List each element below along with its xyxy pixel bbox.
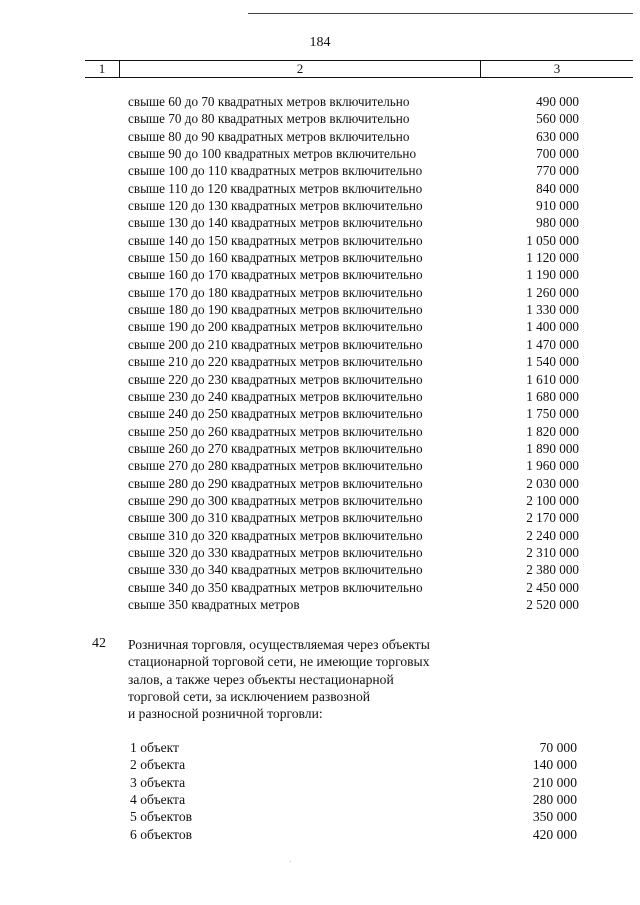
item-description [128,636,430,722]
table-row [0,493,640,510]
row-value: 840 000 [536,180,579,196]
table-row [0,562,640,579]
table-row [0,597,640,614]
object-value: 350 000 [532,809,577,825]
list-item [0,809,640,826]
table-row [0,458,640,475]
row-value: 1 470 000 [526,336,579,352]
table-row [0,319,640,336]
row-value: 1 960 000 [526,458,579,474]
column-header-3: 3 [553,61,561,76]
row-value: 2 240 000 [526,527,579,543]
table-row [0,163,640,180]
row-value: 2 380 000 [526,562,579,578]
table-row [0,215,640,232]
row-description: свыше 260 до 270 квадратных метров включительно [128,440,423,456]
item-number: 42 [92,636,106,651]
row-description: свыше 230 до 240 квадратных метров включительно [128,388,423,404]
row-value: 910 000 [536,198,579,214]
row-description: свыше 310 до 320 квадратных метров включительно [128,527,423,543]
table-row [0,389,640,406]
row-description: свыше 70 до 80 квадратных метров включительно [128,111,410,127]
row-value: 2 030 000 [526,475,579,491]
row-value: 2 520 000 [526,596,579,612]
table-row [0,510,640,527]
row-description: свыше 180 до 190 квадратных метров включительно [128,302,423,318]
row-description: свыше 290 до 300 квадратных метров включительно [128,492,423,508]
row-value: 1 050 000 [526,232,579,248]
table-row [0,528,640,545]
row-description: свыше 80 до 90 квадратных метров включительно [128,128,410,144]
item-description-line: Розничная торговля, осуществляемая через объекты [128,637,430,652]
row-description: свыше 110 до 120 квадратных метров включительно [128,180,423,196]
table-row [0,406,640,423]
row-value: 490 000 [536,94,579,109]
object-count: 1 объект [130,740,179,755]
row-value: 980 000 [536,215,579,231]
table-row [0,146,640,163]
row-description: свыше 300 до 310 квадратных метров включительно [128,510,423,526]
page-number: 184 [309,35,331,50]
row-description: свыше 330 до 340 квадратных метров включительно [128,562,423,578]
row-value: 1 890 000 [526,440,579,456]
row-description: свыше 280 до 290 квадратных метров включительно [128,475,423,491]
object-count: 6 объектов [130,826,193,842]
row-value: 1 610 000 [526,371,579,387]
row-description: свыше 170 до 180 квадратных метров включительно [128,284,423,300]
object-value: 280 000 [532,792,577,808]
table-row [0,233,640,250]
object-count: 5 объектов [130,809,193,825]
row-value: 1 540 000 [526,354,579,370]
row-value: 630 000 [536,128,579,144]
table-row [0,424,640,441]
row-value: 1 680 000 [526,388,579,404]
row-value: 1 820 000 [526,423,579,439]
row-description: свыше 60 до 70 квадратных метров включительно [128,94,410,109]
object-value: 70 000 [539,740,577,755]
list-item [0,775,640,792]
row-value: 2 450 000 [526,579,579,595]
table-row [0,285,640,302]
table-row [0,129,640,146]
row-description: свыше 240 до 250 квадратных метров включительно [128,406,423,422]
list-item [0,792,640,809]
table-row [0,354,640,371]
row-value: 560 000 [536,111,579,127]
table-row [0,267,640,284]
column-header-2: 2 [296,61,304,76]
list-item [0,757,640,774]
row-value: 1 400 000 [526,319,579,335]
item-description-line: стационарной торговой сети, не имеющие торговых [128,654,430,670]
row-description: свыше 250 до 260 квадратных метров включительно [128,423,423,439]
table-row [0,337,640,354]
object-value: 140 000 [532,757,577,773]
row-description: свыше 210 до 220 квадратных метров включительно [128,354,423,370]
table-row [0,250,640,267]
item-description-line: и разносной розничной торговли: [128,706,323,722]
object-count: 3 объекта [130,774,186,790]
row-value: 1 190 000 [526,267,579,283]
row-value: 770 000 [536,163,579,179]
object-count: 2 объекта [130,757,186,773]
row-description: свыше 270 до 280 квадратных метров включительно [128,458,423,474]
table-row [0,441,640,458]
row-description: свыше 190 до 200 квадратных метров включительно [128,319,423,335]
item-description-line: торговой сети, за исключением развозной [128,688,371,704]
row-description: свыше 320 до 330 квадратных метров включительно [128,544,423,560]
row-value: 2 310 000 [526,544,579,560]
row-value: 1 750 000 [526,406,579,422]
table-row [0,580,640,597]
row-description: свыше 100 до 110 квадратных метров включительно [128,163,423,179]
table-header [85,60,633,78]
row-value: 2 170 000 [526,510,579,526]
row-value: 2 100 000 [526,492,579,508]
row-description: свыше 160 до 170 квадратных метров включительно [128,267,423,283]
table-row [0,372,640,389]
row-description: свыше 200 до 210 квадратных метров включительно [128,336,423,352]
top-rule [248,13,633,14]
table-row [0,111,640,128]
table-row [0,545,640,562]
list-item [0,740,640,757]
scan-speck [290,861,291,862]
objects-list [0,740,640,844]
object-count: 4 объекта [130,792,186,808]
list-item [0,827,640,844]
table-row [0,198,640,215]
column-header-1: 1 [98,61,106,76]
row-value: 1 330 000 [526,302,579,318]
row-description: свыше 340 до 350 квадратных метров включительно [128,579,423,595]
row-value: 1 120 000 [526,250,579,266]
object-value: 420 000 [532,826,577,842]
table-row [0,181,640,198]
row-description: свыше 150 до 160 квадратных метров включительно [128,250,423,266]
row-description: свыше 350 квадратных метров [128,596,300,612]
row-description: свыше 130 до 140 квадратных метров включительно [128,215,423,231]
row-value: 700 000 [536,146,579,162]
item-description-line: залов, а также через объекты нестационарной [128,671,394,687]
row-value: 1 260 000 [526,284,579,300]
row-description: свыше 90 до 100 квадратных метров включительно [128,146,417,162]
row-description: свыше 140 до 150 квадратных метров включительно [128,232,423,248]
table-row [0,94,640,111]
object-value: 210 000 [532,774,577,790]
row-description: свыше 220 до 230 квадратных метров включительно [128,371,423,387]
rate-list [0,94,640,614]
row-description: свыше 120 до 130 квадратных метров включительно [128,198,423,214]
table-row [0,476,640,493]
table-row [0,302,640,319]
